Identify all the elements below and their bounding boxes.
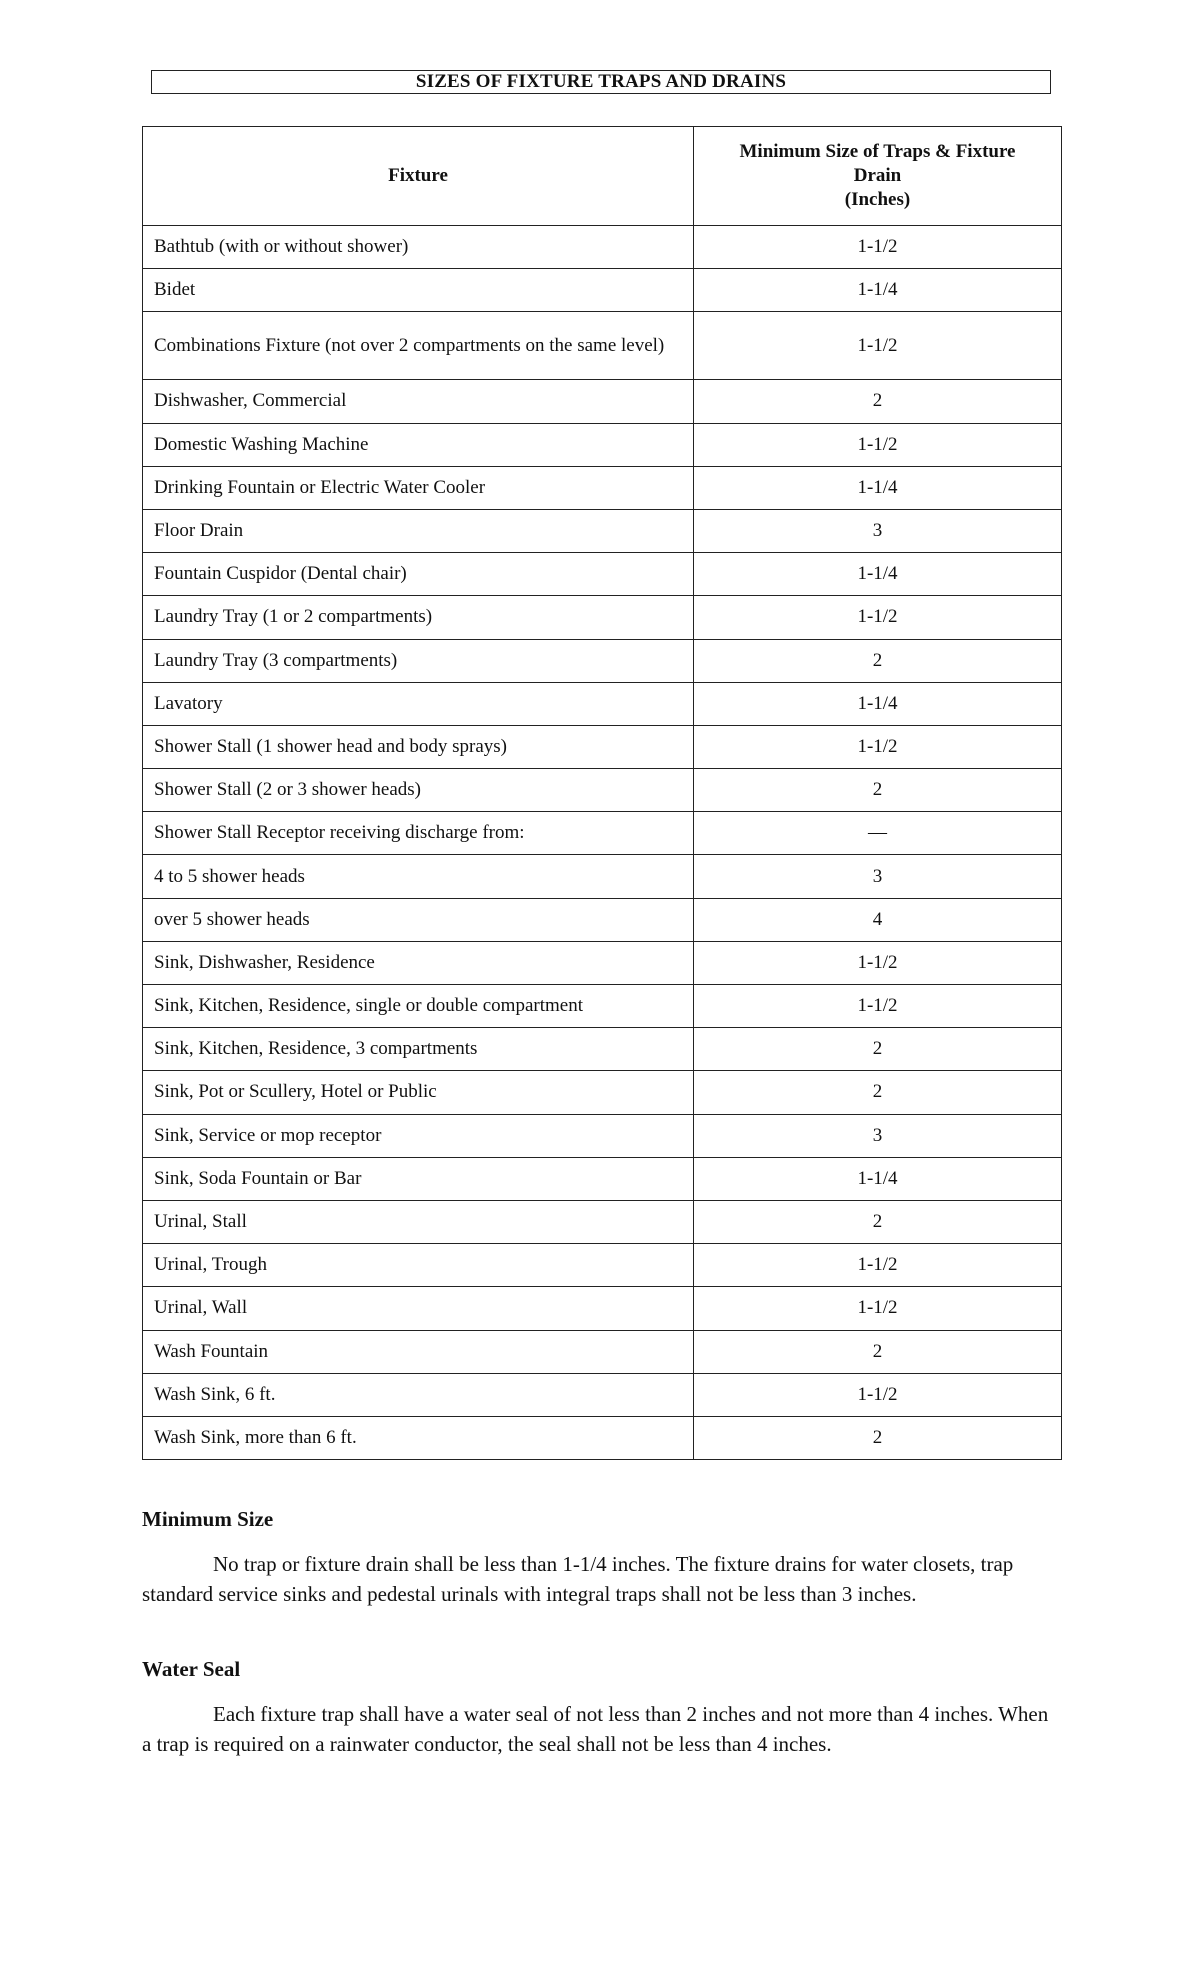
fixture-name-cell: Wash Fountain	[143, 1330, 694, 1373]
minimum-size-section	[142, 1506, 1062, 1609]
water-seal-paragraph: Each fixture trap shall have a water seal of not less than 2 inches and not more than 4 inches. When a trap is required on a rainwater conductor, the seal shall not be less than 4 inches.	[142, 1702, 1049, 1756]
size-header-line-2: Drain	[853, 165, 902, 186]
table-row	[143, 1244, 1062, 1287]
fixture-name-cell: Urinal, Trough	[143, 1244, 694, 1287]
table-row	[143, 941, 1062, 984]
table-header-row	[143, 127, 1062, 226]
fixture-name-cell: Shower Stall (2 or 3 shower heads)	[143, 769, 694, 812]
fixture-name-cell: Floor Drain	[143, 509, 694, 552]
fixture-name-cell: Fountain Cuspidor (Dental chair)	[143, 553, 694, 596]
trap-size-cell: 1-1/2	[694, 725, 1062, 768]
table-row	[143, 1114, 1062, 1157]
table-row	[143, 682, 1062, 725]
table-row	[143, 1416, 1062, 1459]
trap-size-cell: 2	[694, 1028, 1062, 1071]
trap-size-cell: 1-1/2	[694, 985, 1062, 1028]
table-row	[143, 553, 1062, 596]
minimum-size-heading: Minimum Size	[142, 1507, 274, 1531]
table-row	[143, 985, 1062, 1028]
trap-size-cell: 1-1/4	[694, 1157, 1062, 1200]
table-row	[143, 1287, 1062, 1330]
trap-size-cell: 2	[694, 1330, 1062, 1373]
table-row	[143, 812, 1062, 855]
document-title: SIZES OF FIXTURE TRAPS AND DRAINS	[151, 70, 1051, 94]
table-row	[143, 423, 1062, 466]
fixture-traps-table	[142, 126, 1062, 1460]
trap-size-cell: 3	[694, 1114, 1062, 1157]
table-row	[143, 596, 1062, 639]
table-row	[143, 898, 1062, 941]
trap-size-cell: 2	[694, 1416, 1062, 1459]
table-row	[143, 1071, 1062, 1114]
table-row	[143, 509, 1062, 552]
trap-size-cell: 2	[694, 639, 1062, 682]
fixture-name-cell: Urinal, Stall	[143, 1200, 694, 1243]
size-header-line-1: Minimum Size of Traps & Fixture	[739, 141, 1016, 162]
trap-size-cell: 1-1/2	[694, 423, 1062, 466]
trap-size-cell: 2	[694, 769, 1062, 812]
fixture-column-header: Fixture	[143, 127, 694, 226]
trap-size-cell: 4	[694, 898, 1062, 941]
trap-size-cell: 1-1/2	[694, 596, 1062, 639]
fixture-name-cell: Laundry Tray (3 compartments)	[143, 639, 694, 682]
fixture-name-cell: Shower Stall Receptor receiving discharge from:	[143, 812, 694, 855]
trap-size-cell: 1-1/4	[694, 553, 1062, 596]
fixture-name-cell: Sink, Kitchen, Residence, single or double compartment	[143, 985, 694, 1028]
fixture-name-cell: Bathtub (with or without shower)	[143, 226, 694, 269]
trap-size-cell: 1-1/4	[694, 466, 1062, 509]
fixture-name-cell: Sink, Dishwasher, Residence	[143, 941, 694, 984]
fixture-name-cell: Sink, Pot or Scullery, Hotel or Public	[143, 1071, 694, 1114]
trap-size-cell: 1-1/2	[694, 1244, 1062, 1287]
water-seal-section	[142, 1656, 1062, 1759]
fixture-name-cell: Domestic Washing Machine	[143, 423, 694, 466]
table-row	[143, 1157, 1062, 1200]
table-row	[143, 725, 1062, 768]
fixture-name-cell: Laundry Tray (1 or 2 compartments)	[143, 596, 694, 639]
fixture-name-cell: Wash Sink, more than 6 ft.	[143, 1416, 694, 1459]
table-row	[143, 1200, 1062, 1243]
fixture-name-cell: Drinking Fountain or Electric Water Cooler	[143, 466, 694, 509]
fixture-name-cell: Bidet	[143, 269, 694, 312]
trap-size-cell: 1-1/2	[694, 941, 1062, 984]
table-row	[143, 1330, 1062, 1373]
trap-size-cell: 2	[694, 1200, 1062, 1243]
trap-size-cell: 1-1/4	[694, 269, 1062, 312]
table-row	[143, 380, 1062, 423]
fixture-name-cell: Shower Stall (1 shower head and body sprays)	[143, 725, 694, 768]
trap-size-cell: 1-1/2	[694, 1287, 1062, 1330]
table-row	[143, 226, 1062, 269]
trap-size-cell: 1-1/2	[694, 226, 1062, 269]
trap-size-cell: 3	[694, 855, 1062, 898]
fixture-name-cell: Urinal, Wall	[143, 1287, 694, 1330]
trap-size-cell: —	[694, 812, 1062, 855]
table-row	[143, 769, 1062, 812]
fixture-name-cell: 4 to 5 shower heads	[143, 855, 694, 898]
trap-size-cell: 1-1/2	[694, 1373, 1062, 1416]
table-row	[143, 466, 1062, 509]
fixture-name-cell: Sink, Soda Fountain or Bar	[143, 1157, 694, 1200]
fixture-name-cell: Combinations Fixture (not over 2 compartments on the same level)	[143, 312, 694, 380]
table-row	[143, 312, 1062, 380]
fixture-name-cell: Dishwasher, Commercial	[143, 380, 694, 423]
table-row	[143, 1373, 1062, 1416]
trap-size-cell: 2	[694, 380, 1062, 423]
minimum-size-paragraph: No trap or fixture drain shall be less than 1-1/4 inches. The fixture drains for water closets, trap standard service sinks and pedestal urinals with integral traps shall not be less than 3 inches.	[142, 1552, 1014, 1606]
fixture-name-cell: over 5 shower heads	[143, 898, 694, 941]
fixture-name-cell: Sink, Kitchen, Residence, 3 compartments	[143, 1028, 694, 1071]
fixture-name-cell: Sink, Service or mop receptor	[143, 1114, 694, 1157]
fixture-name-cell: Lavatory	[143, 682, 694, 725]
trap-size-cell: 1-1/4	[694, 682, 1062, 725]
table-row	[143, 1028, 1062, 1071]
trap-size-cell: 1-1/2	[694, 312, 1062, 380]
table-row	[143, 855, 1062, 898]
fixture-name-cell: Wash Sink, 6 ft.	[143, 1373, 694, 1416]
size-column-header	[694, 127, 1062, 226]
trap-size-cell: 2	[694, 1071, 1062, 1114]
size-header-line-3: (Inches)	[844, 189, 911, 210]
table-row	[143, 639, 1062, 682]
water-seal-heading: Water Seal	[142, 1657, 241, 1681]
trap-size-cell: 3	[694, 509, 1062, 552]
table-row	[143, 269, 1062, 312]
